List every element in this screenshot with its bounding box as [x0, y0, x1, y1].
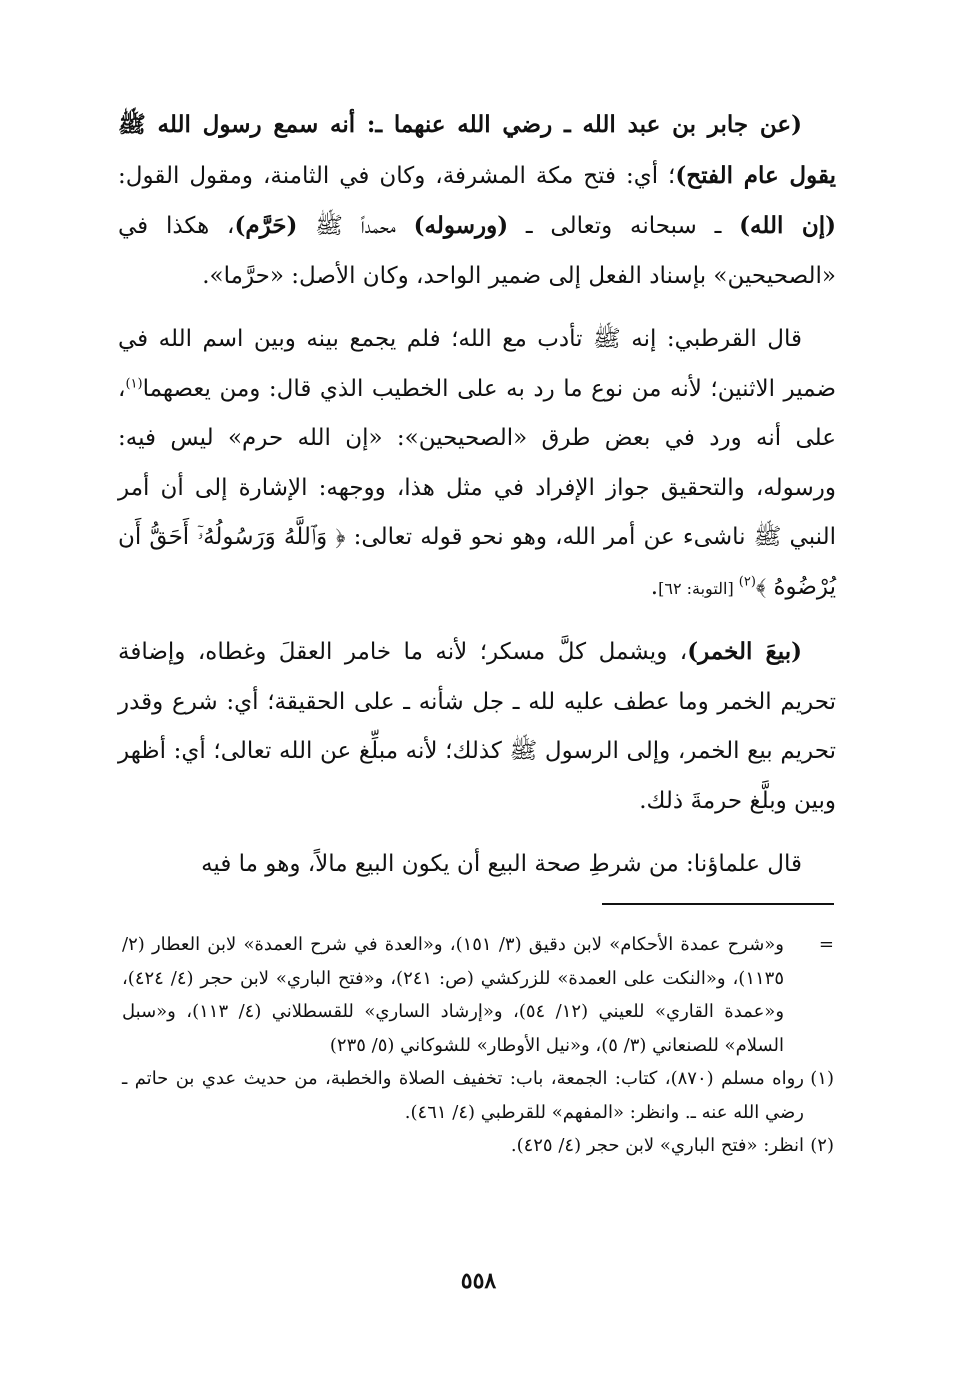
- footnote-continuation: [122, 928, 834, 1062]
- bold-phrase: (ورسوله): [413, 212, 509, 239]
- page-number: ٥٥٨: [460, 1268, 497, 1294]
- paragraph-3: [118, 627, 836, 826]
- quran-reference: [التوبة: ٦٢]: [658, 578, 739, 598]
- bold-phrase: (حَرَّم): [234, 212, 298, 239]
- text-run: .: [650, 573, 659, 600]
- paragraph-4: [118, 840, 836, 890]
- text-run: محمداً ﷺ: [297, 213, 414, 239]
- footnote-number: (٢): [810, 1135, 834, 1156]
- quran-quote: ﴿ وَٱللَّهُ وَرَسُولُهُۥٓ أَحَقُّ أَن يُرْضُوهُ ﴾: [118, 524, 836, 600]
- text-run: قال علماؤنا: من شرطِ صحة البيع أن يكون البيع مالاً، وهو ما فيه: [201, 851, 802, 877]
- footnote-1: [122, 1062, 834, 1129]
- bold-phrase: (بيعَ الخمر): [687, 638, 802, 665]
- text-run: قال القرطبي: إنه ﷺ تأدب مع الله؛ فلم يجمع بينه وبين اسم الله في ضمير الاثنين؛ لأنه من نوع ما رد به على الخطيب الذي قال: ومن يعصهما: [118, 326, 836, 402]
- text-run: ، على أنه ورد في بعض طرق «الصحيحين»: «إن الله حرم» ليس فيه: ورسوله، والتحقيق جواز الإفراد في مثل هذا، ووجهه: الإشارة إلى أن أمر النبي ﷺ ناشىء عن أمر الله، وهو نحو قوله تعالى:: [118, 375, 836, 550]
- continuation-mark: =: [818, 934, 834, 955]
- footnote-text: رواه مسلم (٨٧٠)، كتاب: الجمعة، باب: تخفيف الصلاة والخطبة، من حديث عدي بن حاتم ـ رضي الله عنه ـ. وانظر: «المفهم» للقرطبي (٤/ ٤٦١).: [122, 1068, 804, 1123]
- main-text: [118, 100, 836, 904]
- footnote-2: [122, 1129, 834, 1163]
- text-run: ؛ أي: فتح مكة المشرفة، وكان في الثامنة، ومقول القول:: [118, 162, 676, 189]
- paragraph-1: [118, 100, 836, 301]
- footnote-number: (١): [810, 1068, 834, 1089]
- footnote-ref-2[interactable]: (٢): [738, 573, 756, 589]
- paragraph-2: [118, 315, 836, 613]
- footnote-separator: [602, 903, 834, 905]
- bold-phrase: (عن جابر بن عبد الله ـ رضي الله عنهما ـ: أنه سمع رسول الله ﷺ يقول عام الفتح): [118, 111, 836, 189]
- bold-phrase: (إن الله): [739, 212, 836, 239]
- footnote-ref-1[interactable]: (١): [125, 375, 143, 391]
- text-run: ، ويشمل كلَّ مسكر؛ لأنه ما خامر العقلَ وغطاه، وإضافة تحريم الخمر وما عطف عليه لله ـ جل شأنه ـ على الحقيقة؛ أي: شرع وقدر تحريم بيع الخمر، وإلى الرسول ﷺ كذلك؛ لأنه مبلِّغ عن الله تعالى؛ أي: أظهر وبين وبلَّغ حرمةَ ذلك.: [118, 639, 836, 814]
- text-run: ـ سبحانه وتعالى ـ: [508, 213, 740, 239]
- footnotes: [122, 928, 834, 1163]
- footnote-text: انظر: «فتح الباري» لابن حجر (٤/ ٤٢٥).: [510, 1135, 804, 1156]
- text-run: ، هكذا في «الصحيحين» بإسناد الفعل إلى ضمير الواحد، وكان الأصل: «حرَّما».: [118, 213, 836, 289]
- footnote-text: و«شرح عمدة الأحكام» لابن دقيق (٣/ ١٥١)، و«العدة في شرح العمدة» لابن العطار (٢/ ١١٣٥)، و«النكت على العمدة» للزركشي (ص: ٢٤١)، و«فتح الباري» لابن حجر (٤/ ٤٢٤)، و«عمدة القاري» للعيني (١٢/ ٥٤)، و«إرشاد الساري» للقسطلاني (٤/ ١١٣)، و«سبل السلام» للصنعاني (٣/ ٥)، و«نيل الأوطار» للشوكاني (٥/ ٢٣٥): [122, 934, 785, 1056]
